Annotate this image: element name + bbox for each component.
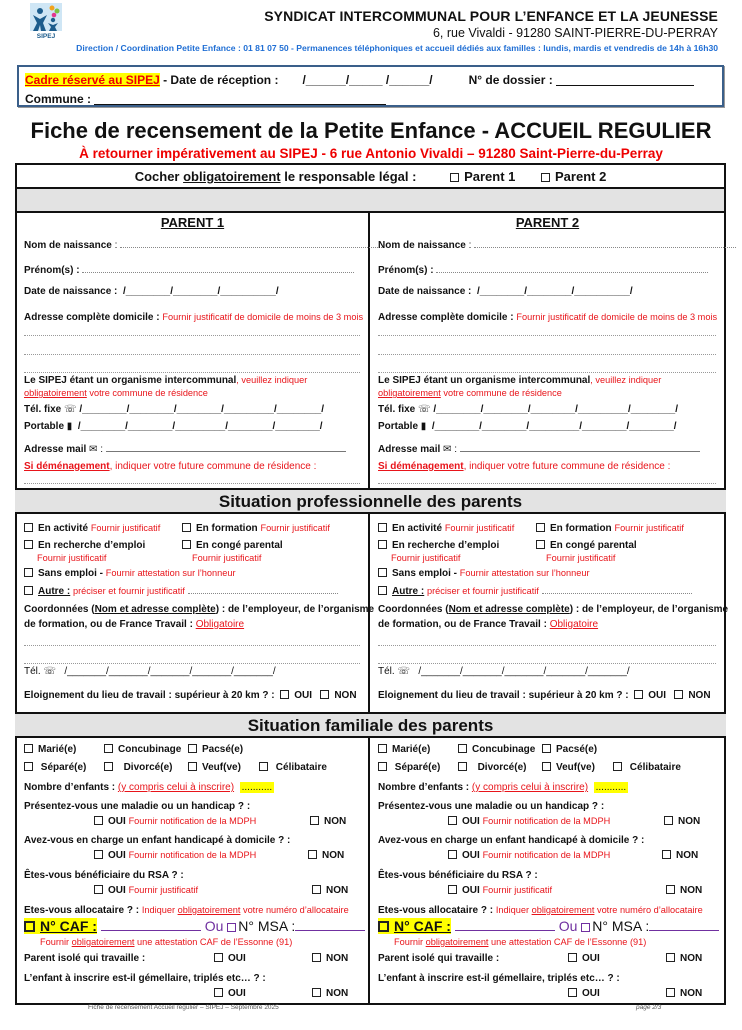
phone-icon: ☏ <box>64 404 77 415</box>
mobile-phone-icon: ▮ <box>420 421 427 432</box>
checkbox-box-icon <box>104 762 113 771</box>
address-line-1[interactable] <box>378 335 716 336</box>
parent1-column: PARENT 1 Nom de naissance : Prénom(s) : Date de naissance : /________/________/__________/ Adresse complète domicile : Fournir justificatif de domicile de moins de 3 mois Le SIPEJ étant un organisme intercommunal, veuillez indiquer obligatoirement votre commune de résidence Tél. fixe ☏ /________/________/________/_________/________/ Portable ▮ /________/________/_________/________/________/ Adresse mail ✉ : Si déménagement, indiquer votre future commune de résidence : En activité Fournir justificatif En formation Fournir justificatif En recherche d’emploi En congé parental Fournir justificatif Fournir justificatif Sans emploi - Fournir attestation sur l’honneur Autre : préciser et fournir justificatif Coordonnées (Nom et adresse complète) : de l’employeur, de l’organisme de formation, ou de France Travail : Obligatoire Tél. ☏ /_______/_______/_______/_______/_______/ Eloignement du lieu de travail : supérieur à 20 km ? : OUI NON Marié(e) Concubinage Pacsé(e) Séparé(e) Divorcé(e) Veuf(ve) Célibataire Nombre d’enfants : (y compris celui à inscrire) ........... Présentez-vous une maladie ou un handicap ? : OUI Fournir notification de la MDPH NON Avez-vous en charge un enfant handicapé à domicile ? : OUI Fournir notification de la MDPH NON Êtes-vous bénéficiaire du RSA ? : OUI Fournir justificatif NON Etes-vous allocataire ? : Indiquer obligatoirement votre numéro d’allocataire N° CAF : Ou N° MSA : Fournir obligatoirement une attestation CAF de l’Essonne (91) Parent isolé qui travaille : OUI NON L’enfant à inscrire est-il gémellaire, triplés etc… ? : OUI NON <box>17 213 370 1005</box>
checkbox-box-icon <box>664 816 673 825</box>
nb-enfants-field[interactable]: Nombre d’enfants : (y compris celui à inscrire) ........... <box>24 782 273 793</box>
rsa-non-checkbox[interactable]: NON <box>312 885 348 896</box>
checkbox-box-icon <box>214 953 223 962</box>
checkbox-box-icon <box>378 921 389 932</box>
birth-date-field[interactable]: Date de naissance : /________/________/__________/ <box>24 286 279 297</box>
future-commune-line[interactable] <box>378 483 716 484</box>
en-activite-checkbox[interactable]: En activité Fournir justificatif <box>378 523 514 534</box>
org-address: 6, rue Vivaldi - 91280 SAINT-PIERRE-DU-PERRAY <box>432 26 718 40</box>
responsible-parent1-checkbox[interactable]: Parent 1 <box>450 169 515 184</box>
checkbox-box-icon <box>104 744 113 753</box>
footer-doc-info: Fiche de recensement Accueil régulier – SIPEJ – Septembre 2025 <box>88 1004 279 1011</box>
gemellaire-non-checkbox[interactable]: NON <box>666 988 702 999</box>
checkbox-box-icon <box>320 690 329 699</box>
concubinage-checkbox[interactable]: Concubinage <box>458 744 535 755</box>
checkbox-box-icon <box>259 762 268 771</box>
gemellaire-oui-checkbox[interactable]: OUI <box>214 988 246 999</box>
checkbox-box-icon <box>310 816 319 825</box>
recherche-emploi-checkbox[interactable]: En recherche d’emploi <box>24 540 145 551</box>
checkbox-box-icon <box>378 586 387 595</box>
checkbox-box-icon <box>666 885 675 894</box>
sipej-notice: Le SIPEJ étant un organisme intercommunal, veuillez indiquer <box>378 375 662 386</box>
isole-oui-checkbox[interactable]: OUI <box>568 953 600 964</box>
en-formation-checkbox[interactable]: En formation Fournir justificatif <box>536 523 684 534</box>
checkbox-box-icon <box>227 923 236 932</box>
sans-emploi-checkbox[interactable]: Sans emploi - Fournir attestation sur l’honneur <box>24 568 362 579</box>
checkbox-box-icon <box>448 816 457 825</box>
reception-date-label: Date de réception : <box>170 72 279 87</box>
msa-number-field[interactable] <box>649 918 719 931</box>
checkbox-box-icon <box>378 540 387 549</box>
checkbox-box-icon <box>674 690 683 699</box>
address-line-1[interactable] <box>24 335 360 336</box>
marie-checkbox[interactable]: Marié(e) <box>24 744 76 755</box>
checkbox-box-icon <box>24 744 33 753</box>
legal-responsible-row: Cocher obligatoirement le responsable légal : Parent 1 Parent 2 <box>17 165 724 189</box>
sipej-notice: Le SIPEJ étant un organisme intercommunal, veuillez indiquer <box>24 375 308 386</box>
checkbox-box-icon <box>312 988 321 997</box>
checkbox-box-icon <box>24 586 33 595</box>
rsa-non-checkbox[interactable]: NON <box>666 885 702 896</box>
autre-checkbox[interactable]: Autre : préciser et fournir justificatif <box>24 585 362 597</box>
distance-non-checkbox[interactable]: NON <box>674 690 710 701</box>
landline-field[interactable]: Tél. fixe ☏ /________/________/________/_________/________/ <box>378 404 679 415</box>
checkbox-box-icon <box>613 762 622 771</box>
address-line-3[interactable] <box>24 372 360 373</box>
employer-line-1[interactable] <box>24 645 360 646</box>
caf-number-field[interactable] <box>101 918 201 931</box>
address-line-3[interactable] <box>378 372 716 373</box>
moving-notice: Si déménagement, indiquer votre future commune de résidence : <box>378 461 671 472</box>
checkbox-box-icon <box>581 923 590 932</box>
celibataire-checkbox[interactable]: Célibataire <box>613 762 681 773</box>
checkbox-box-icon <box>666 988 675 997</box>
isole-oui-checkbox[interactable]: OUI <box>214 953 246 964</box>
divorce-checkbox[interactable]: Divorcé(e) <box>104 762 172 773</box>
employer-coordinates-label: Coordonnées (Nom et adresse complète) : de l’employeur, de l’organisme <box>378 604 729 615</box>
grey-separator <box>17 189 724 213</box>
parent2-column: PARENT 2 Nom de naissance : Prénom(s) : Date de naissance : /________/________/__________/ Adresse complète domicile : Fournir justificatif de domicile de moins de 3 mois Le SIPEJ étant un organisme intercommunal, veuillez indiquer obligatoirement votre commune de résidence Tél. fixe ☏ /________/________/________/_________/________/ Portable ▮ /________/________/_________/________/________/ Adresse mail ✉ : Si déménagement, indiquer votre future commune de résidence : En activité Fournir justificatif En formation Fournir justificatif En recherche d’emploi En congé parental Fournir justificatif Fournir justificatif Sans emploi - Fournir attestation sur l’honneur Autre : préciser et fournir justificatif Coordonnées (Nom et adresse complète) : de l’employeur, de l’organisme de formation, ou de France Travail : Obligatoire Tél. ☏ /_______/_______/_______/_______/_______/ Eloignement du lieu de travail : supérieur à 20 km ? : OUI NON Marié(e) Concubinage Pacsé(e) Séparé(e) Divorcé(e) Veuf(ve) Célibataire Nombre d’enfants : (y compris celui à inscrire) ........... Présentez-vous une maladie ou un handicap ? : OUI Fournir notification de la MDPH NON Avez-vous en charge un enfant handicapé à domicile ? : OUI Fournir notification de la MDPH NON Êtes-vous bénéficiaire du RSA ? : OUI Fournir justificatif NON Etes-vous allocataire ? : Indiquer obligatoirement votre numéro d’allocataire N° CAF : Ou N° MSA : Fournir obligatoirement une attestation CAF de l’Essonne (91) Parent isolé qui travaille : OUI NON L’enfant à inscrire est-il gémellaire, triplés etc… ? : OUI NON <box>371 213 724 1005</box>
checkbox-box-icon <box>458 744 467 753</box>
employer-line-2[interactable] <box>24 663 360 664</box>
msa-number-field[interactable] <box>295 918 365 931</box>
checkbox-box-icon <box>94 885 103 894</box>
checkbox-box-icon <box>214 988 223 997</box>
checkbox-box-icon <box>542 762 551 771</box>
isole-non-checkbox[interactable]: NON <box>312 953 348 964</box>
separe-checkbox[interactable]: Séparé(e) <box>24 762 86 773</box>
enfant-handicape-oui-checkbox[interactable]: OUI Fournir notification de la MDPH <box>448 850 610 861</box>
sipej-notice-2: obligatoirement votre commune de résidence <box>24 388 208 398</box>
en-activite-checkbox[interactable]: En activité Fournir justificatif <box>24 523 160 534</box>
caf-checkbox[interactable]: N° CAF : <box>378 918 451 934</box>
msa-checkbox[interactable]: N° MSA : <box>227 918 295 934</box>
enfant-handicape-non-checkbox[interactable]: NON <box>662 850 698 861</box>
checkbox-box-icon <box>662 850 671 859</box>
checkbox-box-icon <box>182 540 191 549</box>
checkbox-box-icon <box>568 953 577 962</box>
employer-phone-field[interactable]: Tél. ☏ /_______/_______/_______/_______/_______/ <box>24 666 276 677</box>
distance-non-checkbox[interactable]: NON <box>320 690 356 701</box>
maladie-oui-checkbox[interactable]: OUI Fournir notification de la MDPH <box>448 816 610 827</box>
direction-contact: Direction / Coordination Petite Enfance : 01 81 07 50 - Permanences téléphoniques et accueil dédiés aux familles : lundis, mardis et vendredis de 14h à 16h30 <box>76 43 718 53</box>
checkbox-box-icon <box>188 744 197 753</box>
birth-name-field[interactable]: Nom de naissance : <box>24 239 362 251</box>
checkbox-box-icon <box>448 850 457 859</box>
mobile-field[interactable]: Portable ▮ /________/________/_________/________/________/ <box>24 421 323 432</box>
checkbox-box-icon <box>280 690 289 699</box>
employer-line-1[interactable] <box>378 645 716 646</box>
rsa-oui-checkbox[interactable]: OUI Fournir justificatif <box>448 885 552 896</box>
checkbox-box-icon <box>24 523 33 532</box>
checkbox-box-icon <box>378 568 387 577</box>
checkbox-box-icon <box>24 540 33 549</box>
distance-oui-checkbox[interactable]: OUI <box>634 690 666 701</box>
first-names-field[interactable]: Prénom(s) : <box>378 264 718 276</box>
section-professional-heading: Situation professionnelle des parents <box>15 488 726 514</box>
checkbox-box-icon <box>378 744 387 753</box>
svg-text:SIPEJ: SIPEJ <box>36 33 56 39</box>
checkbox-box-icon <box>94 850 103 859</box>
checkbox-box-icon <box>378 762 387 771</box>
checkbox-box-icon <box>94 816 103 825</box>
page-title: Fiche de recensement de la Petite Enfance - ACCUEIL REGULIER <box>30 118 712 143</box>
phone-icon: ☏ <box>418 404 431 415</box>
caf-number-field[interactable] <box>455 918 555 931</box>
checkbox-box-icon <box>308 850 317 859</box>
caf-checkbox[interactable]: N° CAF : <box>24 918 97 934</box>
mobile-phone-icon: ▮ <box>66 421 73 432</box>
checkbox-box-icon <box>568 988 577 997</box>
checkbox-box-icon <box>24 568 33 577</box>
responsible-parent2-checkbox[interactable]: Parent 2 <box>541 169 606 184</box>
msa-checkbox[interactable]: N° MSA : <box>581 918 649 934</box>
landline-field[interactable]: Tél. fixe ☏ /________/________/________/_________/________/ <box>24 404 325 415</box>
isole-non-checkbox[interactable]: NON <box>666 953 702 964</box>
checkbox-box-icon <box>24 921 35 932</box>
address-label: Adresse complète domicile : Fournir justificatif de domicile de moins de 3 mois <box>378 312 718 323</box>
en-formation-checkbox[interactable]: En formation Fournir justificatif <box>182 523 330 534</box>
autre-checkbox[interactable]: Autre : préciser et fournir justificatif <box>378 585 718 597</box>
separe-checkbox[interactable]: Séparé(e) <box>378 762 440 773</box>
employer-phone-field[interactable]: Tél. ☏ /_______/_______/_______/_______/_______/ <box>378 666 630 677</box>
pacse-checkbox[interactable]: Pacsé(e) <box>188 744 243 755</box>
checkbox-box-icon <box>448 885 457 894</box>
future-commune-line[interactable] <box>24 483 360 484</box>
dossier-label: N° de dossier : <box>468 72 553 87</box>
enfant-handicape-oui-checkbox[interactable]: OUI Fournir notification de la MDPH <box>94 850 256 861</box>
distance-oui-checkbox[interactable]: OUI <box>280 690 312 701</box>
reserved-box: Cadre réservé au SIPEJ - Date de réception : /______/_____ /______/ N° de dossier : Commune : <box>17 65 724 107</box>
checkbox-box-icon <box>666 953 675 962</box>
reception-date-field[interactable]: /______/_____ /______/ <box>302 72 433 87</box>
conge-parental-checkbox[interactable]: En congé parental <box>182 540 283 551</box>
checkbox-box-icon <box>312 885 321 894</box>
page-number: page 2/3 <box>636 1004 662 1011</box>
employer-line-2[interactable] <box>378 663 716 664</box>
marie-checkbox[interactable]: Marié(e) <box>378 744 430 755</box>
moving-notice: Si déménagement, indiquer votre future commune de résidence : <box>24 461 317 472</box>
phone-icon: ☏ <box>43 666 56 677</box>
sipej-logo <box>30 3 62 39</box>
checkbox-box-icon <box>536 540 545 549</box>
gemellaire-oui-checkbox[interactable]: OUI <box>568 988 600 999</box>
checkbox-box-icon <box>536 523 545 532</box>
reserved-label: Cadre réservé au SIPEJ <box>25 72 160 87</box>
address-label: Adresse complète domicile : Fournir justificatif de domicile de moins de 3 mois <box>24 312 364 323</box>
employer-coordinates-label: Coordonnées (Nom et adresse complète) : de l’employeur, de l’organisme <box>24 604 375 615</box>
email-field[interactable]: Adresse mail ✉ : <box>24 443 362 455</box>
envelope-icon: ✉ <box>89 444 98 455</box>
maladie-non-checkbox[interactable]: NON <box>310 816 346 827</box>
parent-heading: PARENT 2 <box>515 215 580 230</box>
birth-date-field[interactable]: Date de naissance : /________/________/__________/ <box>378 286 633 297</box>
conge-parental-checkbox[interactable]: En congé parental <box>536 540 637 551</box>
page-subtitle: À retourner impérativement au SIPEJ - 6 rue Antonio Vivaldi – 91280 Saint-Pierre-du-Perray <box>79 146 663 161</box>
maladie-oui-checkbox[interactable]: OUI Fournir notification de la MDPH <box>94 816 256 827</box>
dossier-field[interactable] <box>556 74 694 86</box>
checkbox-box-icon <box>542 744 551 753</box>
rsa-oui-checkbox[interactable]: OUI Fournir justificatif <box>94 885 198 896</box>
concubinage-checkbox[interactable]: Concubinage <box>104 744 181 755</box>
checkbox-box-icon <box>458 762 467 771</box>
divorce-checkbox[interactable]: Divorcé(e) <box>458 762 526 773</box>
veuf-checkbox[interactable]: Veuf(ve) <box>542 762 595 773</box>
maladie-non-checkbox[interactable]: NON <box>664 816 700 827</box>
pacse-checkbox[interactable]: Pacsé(e) <box>542 744 597 755</box>
address-line-2[interactable] <box>24 354 360 355</box>
veuf-checkbox[interactable]: Veuf(ve) <box>188 762 241 773</box>
checkbox-box-icon <box>24 762 33 771</box>
checkbox-box-icon <box>378 523 387 532</box>
gemellaire-non-checkbox[interactable]: NON <box>312 988 348 999</box>
checkbox-box-icon <box>312 953 321 962</box>
enfant-handicape-non-checkbox[interactable]: NON <box>308 850 344 861</box>
nb-enfants-field[interactable]: Nombre d’enfants : (y compris celui à inscrire) ........... <box>378 782 627 793</box>
commune-label: Commune : <box>25 91 91 106</box>
mobile-field[interactable]: Portable ▮ /________/________/_________/________/________/ <box>378 421 677 432</box>
org-name: SYNDICAT INTERCOMMUNAL POUR L’ENFANCE ET LA JEUNESSE <box>264 8 718 24</box>
phone-icon: ☏ <box>397 666 410 677</box>
first-names-field[interactable]: Prénom(s) : <box>24 264 362 276</box>
parent-heading: PARENT 1 <box>160 215 225 230</box>
address-line-2[interactable] <box>378 354 716 355</box>
checkbox-box-icon <box>182 523 191 532</box>
sipej-notice-2: obligatoirement votre commune de résidence <box>378 388 562 398</box>
logo-icon <box>30 3 62 39</box>
checkbox-box-icon <box>634 690 643 699</box>
birth-name-field[interactable]: Nom de naissance : <box>378 239 718 251</box>
section-family-heading: Situation familiale des parents <box>15 712 726 738</box>
envelope-icon: ✉ <box>443 444 452 455</box>
email-field[interactable]: Adresse mail ✉ : <box>378 443 718 455</box>
recherche-emploi-checkbox[interactable]: En recherche d’emploi <box>378 540 499 551</box>
commune-field[interactable] <box>94 93 386 105</box>
celibataire-checkbox[interactable]: Célibataire <box>259 762 327 773</box>
checkbox-box-icon <box>188 762 197 771</box>
sans-emploi-checkbox[interactable]: Sans emploi - Fournir attestation sur l’honneur <box>378 568 718 579</box>
